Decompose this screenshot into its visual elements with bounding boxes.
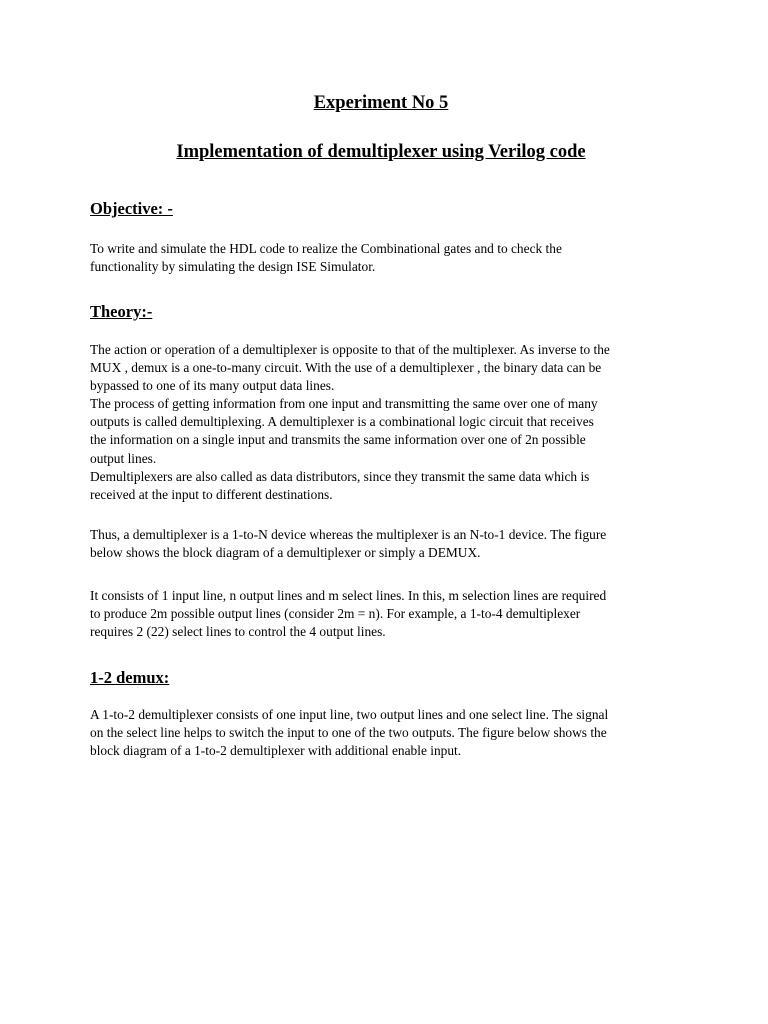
demux-1-2-heading: 1-2 demux:: [90, 668, 170, 687]
theory-heading: Theory:-: [90, 302, 153, 321]
text-line: on the select line helps to switch the input to one of the two outputs. The figure below shows the: [90, 725, 607, 741]
text-line: to produce 2m possible output lines (consider 2m = n). For example, a 1-to-4 demultiplexer: [90, 606, 581, 622]
text-line: MUX , demux is a one-to-many circuit. With the use of a demultiplexer , the binary data can be: [90, 360, 602, 376]
text-line: Thus, a demultiplexer is a 1-to-N device whereas the multiplexer is an N-to-1 device. The figure: [90, 527, 607, 542]
objective-paragraph: [90, 240, 678, 276]
page-title: Experiment No 5: [313, 93, 449, 113]
demux-1-2-paragraph: [90, 706, 678, 760]
text-line: received at the input to different destinations.: [90, 486, 333, 502]
page-subtitle: Implementation of demultiplexer using Verilog code: [176, 142, 586, 162]
text-line: A 1-to-2 demultiplexer consists of one input line, two output lines and one select line. The signal: [90, 707, 609, 722]
text-line: below shows the block diagram of a demultiplexer or simply a DEMUX.: [90, 545, 481, 561]
text-line: The action or operation of a demultiplexer is opposite to that of the multiplexer. As inverse to the: [90, 342, 610, 357]
theory-paragraph-3: [90, 587, 678, 641]
theory-paragraph-1: [90, 341, 678, 504]
text-line: Demultiplexers are also called as data distributors, since they transmit the same data which is: [90, 468, 590, 484]
text-line: requires 2 (22) select lines to control the 4 output lines.: [90, 624, 386, 640]
text-line: The process of getting information from one input and transmitting the same over one of many: [90, 396, 598, 412]
theory-paragraph-2: [90, 526, 678, 562]
text-line: functionality by simulating the design ISE Simulator.: [90, 259, 376, 275]
text-line: block diagram of a 1-to-2 demultiplexer with additional enable input.: [90, 743, 462, 759]
text-line: To write and simulate the HDL code to realize the Combinational gates and to check the: [90, 241, 562, 256]
text-line: outputs is called demultiplexing. A demultiplexer is a combinational logic circuit that receives: [90, 414, 594, 430]
text-line: output lines.: [90, 450, 157, 466]
objective-heading: Objective: -: [90, 199, 173, 218]
text-line: bypassed to one of its many output data lines.: [90, 378, 335, 394]
text-line: the information on a single input and transmits the same information over one of 2n possible: [90, 432, 586, 448]
text-line: It consists of 1 input line, n output lines and m select lines. In this, m selection lines are required: [90, 588, 607, 603]
